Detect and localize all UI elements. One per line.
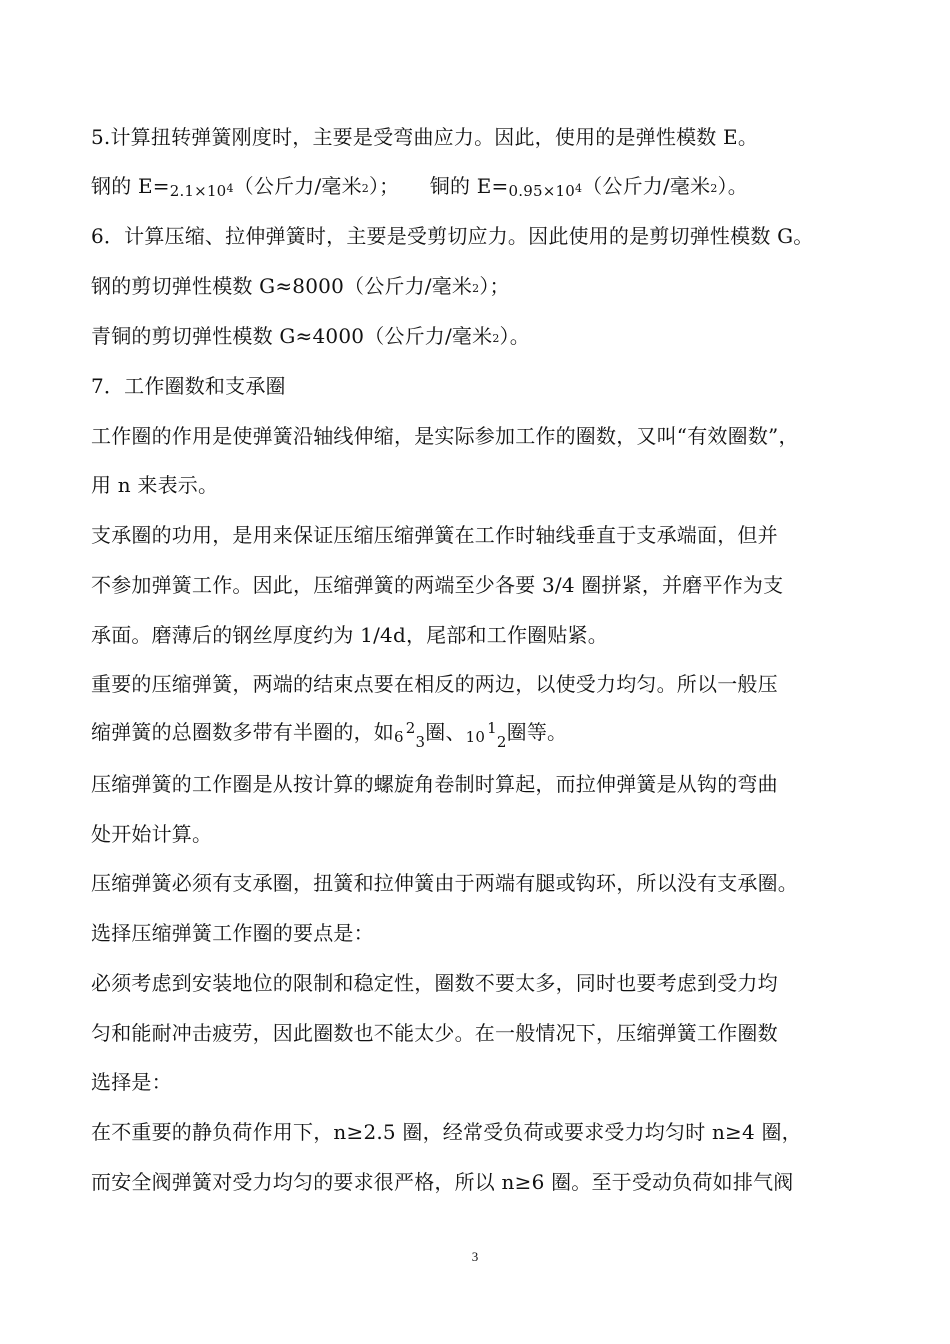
- paragraph-line-fractions: 缩弹簧的总圈数多带有半圈的，如6 $^2_3$圈、10 $^1_2$圈等。: [91, 719, 568, 751]
- paragraph-line-modulus-e: 钢的 E=2.1×104（公斤力/毫米2）； 铜的 E=0.95×104（公斤力/毫米2）。: [91, 174, 748, 200]
- paragraph-line: 选择压缩弹簧工作圈的要点是：: [91, 921, 374, 945]
- paragraph-line: 在不重要的静负荷作用下，n≥2.5 圈，经常受负荷或要求受力均匀时 n≥4 圈，: [91, 1120, 802, 1144]
- paragraph-line: 必须考虑到安装地位的限制和稳定性，圈数不要太多，同时也要考虑到受力均: [91, 971, 778, 995]
- paragraph-line: 而安全阀弹簧对受力均匀的要求很严格，所以 n≥6 圈。至于受动负荷如排气阀: [91, 1170, 794, 1194]
- paragraph-line: 不参加弹簧工作。因此，压缩弹簧的两端至少各要 3/4 圈拼紧，并磨平作为支: [91, 573, 784, 597]
- page-number: 3: [471, 1249, 479, 1264]
- paragraph-line: 选择是：: [91, 1070, 172, 1094]
- paragraph-line: 用 n 来表示。: [91, 473, 219, 497]
- paragraph-line: 支承圈的功用，是用来保证压缩压缩弹簧在工作时轴线垂直于支承端面，但并: [91, 523, 778, 547]
- paragraph-line-steel-g: 钢的剪切弹性模数 G≈8000（公斤力/毫米2）；: [91, 274, 510, 298]
- paragraph-line: 6．计算压缩、拉伸弹簧时，主要是受剪切应力。因此使用的是剪切弹性模数 G。: [91, 224, 814, 248]
- paragraph-line: 承面。磨薄后的钢丝厚度约为 1/4d，尾部和工作圈贴紧。: [91, 623, 608, 647]
- paragraph-line-bronze-g: 青铜的剪切弹性模数 G≈4000（公斤力/毫米2）。: [91, 324, 530, 348]
- paragraph-line: 压缩弹簧必须有支承圈，扭簧和拉伸簧由于两端有腿或钩环，所以没有支承圈。: [91, 871, 798, 895]
- paragraph-line: 5.计算扭转弹簧刚度时，主要是受弯曲应力。因此，使用的是弹性模数 E。: [91, 125, 759, 149]
- paragraph-line: 工作圈的作用是使弹簧沿轴线伸缩，是实际参加工作的圈数，又叫“有效圈数”，: [91, 424, 799, 448]
- paragraph-line: 压缩弹簧的工作圈是从按计算的螺旋角卷制时算起，而拉伸弹簧是从钩的弯曲: [91, 772, 778, 796]
- paragraph-line: 重要的压缩弹簧，两端的结束点要在相反的两边，以使受力均匀。所以一般压: [91, 672, 778, 696]
- paragraph-line: 处开始计算。: [91, 822, 213, 846]
- section-heading: 7．工作圈数和支承圈: [91, 374, 286, 398]
- paragraph-line: 匀和能耐冲击疲劳，因此圈数也不能太少。在一般情况下，压缩弹簧工作圈数: [91, 1021, 778, 1045]
